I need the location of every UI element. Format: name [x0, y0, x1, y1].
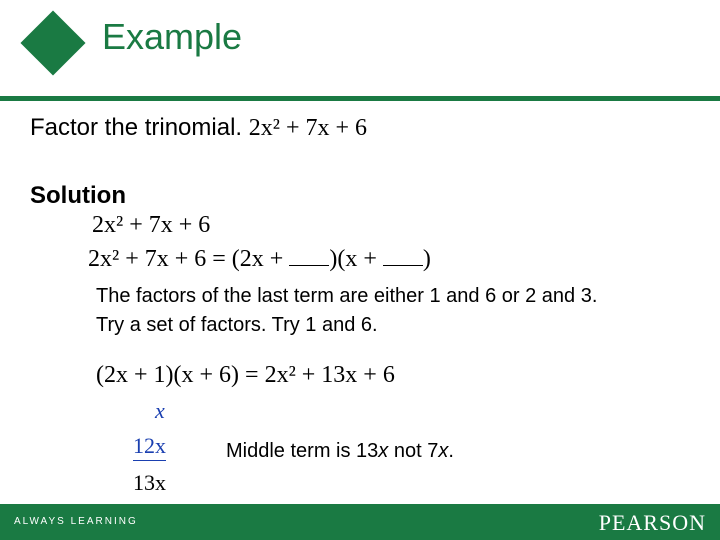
column-term-12x: 12x	[133, 433, 166, 461]
column-term-x: x	[155, 398, 165, 423]
blank-1	[289, 247, 329, 266]
middle-note-prefix: Middle term is 13	[226, 440, 379, 462]
expression-line-2-left: 2x² + 7x + 6 = (2x +	[88, 246, 290, 272]
explanation-line-2: Try a set of factors. Try 1 and 6.	[96, 314, 378, 336]
middle-term-note	[226, 440, 454, 463]
expression-line-2-mid: )(x +	[329, 246, 383, 272]
slide-title: Example	[102, 16, 243, 57]
title-divider	[0, 96, 720, 101]
explanation-text	[96, 282, 656, 340]
footer-brand: PEARSON	[598, 510, 706, 535]
problem-expression: 2x² + 7x + 6	[248, 115, 368, 141]
expression-line-2	[88, 246, 431, 273]
expression-line-2-end: )	[422, 246, 431, 272]
expression-line-1: 2x² + 7x + 6	[92, 212, 211, 238]
problem-text: Factor the trinomial.	[30, 114, 243, 141]
blank-2	[383, 247, 423, 266]
footer-tagline: ALWAYS LEARNING	[14, 516, 138, 527]
middle-note-var-2: x	[438, 440, 449, 462]
footer-bar	[0, 504, 720, 540]
logo-diamond-icon	[20, 10, 85, 75]
column-sum-13x: 13x	[133, 470, 166, 495]
middle-note-mid: not 7	[388, 440, 439, 462]
middle-note-end: .	[448, 440, 454, 462]
middle-note-var-1: x	[378, 440, 389, 462]
problem-statement	[30, 114, 367, 142]
explanation-line-1: The factors of the last term are either 1 and 6 or 2 and 3.	[96, 285, 598, 307]
expression-line-3: (2x + 1)(x + 6) = 2x² + 13x + 6	[96, 362, 395, 388]
solution-heading: Solution	[30, 182, 126, 209]
